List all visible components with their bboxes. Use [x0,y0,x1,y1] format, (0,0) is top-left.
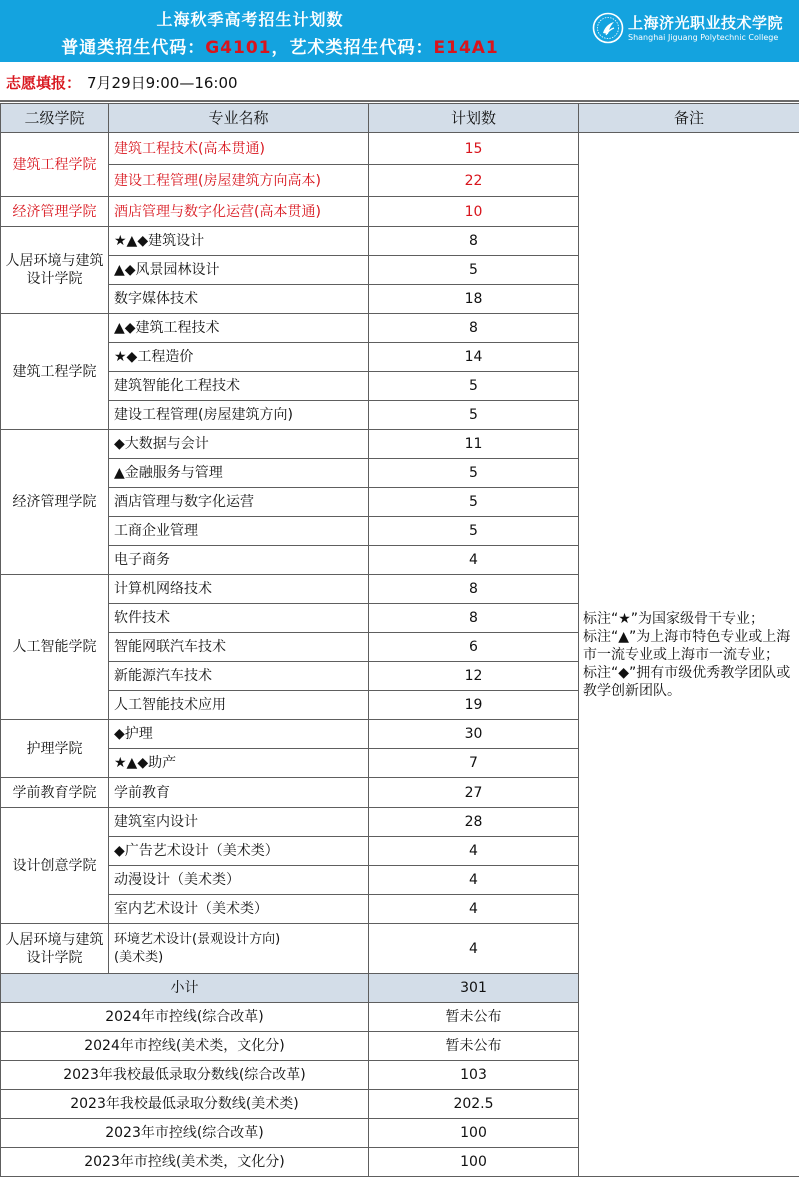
summary-label: 2024年市控线(美术类，文化分) [1,1032,369,1061]
major-line: (美术类) [114,949,164,965]
subtotal-value: 301 [369,974,579,1003]
count-cell: 30 [369,720,579,749]
count-cell: 7 [369,749,579,778]
summary-value: 202.5 [369,1090,579,1119]
count-cell: 22 [369,165,579,197]
college-cell: 人居环境与建筑设计学院 [1,227,109,314]
major-cell: 工商企业管理 [109,517,369,546]
legend-note [579,133,799,1177]
count-cell: 18 [369,285,579,314]
count-cell: 5 [369,256,579,285]
major-cell: 智能网联汽车技术 [109,633,369,662]
college-cell: 学前教育学院 [1,778,109,808]
count-cell: 19 [369,691,579,720]
major-cell: 学前教育 [109,778,369,808]
major-cell: ▲◆建筑工程技术 [109,314,369,343]
summary-label: 2023年我校最低录取分数线(综合改革) [1,1061,369,1090]
major-cell: 新能源汽车技术 [109,662,369,691]
count-cell: 8 [369,604,579,633]
school-emblem-icon [592,12,624,44]
application-label: 志愿填报： [6,74,82,92]
summary-value: 100 [369,1148,579,1177]
major-cell: 建筑工程技术(高本贯通) [109,133,369,165]
note-line: 标注“★”为国家级骨干专业； [583,610,765,627]
summary-value: 暂未公布 [369,1032,579,1061]
count-cell: 5 [369,488,579,517]
note-line: 标注“◆”拥有市级优秀教学团队或教学创新团队。 [583,664,791,699]
count-cell: 28 [369,808,579,837]
summary-label: 2024年市控线(综合改革) [1,1003,369,1032]
major-cell: ★◆工程造价 [109,343,369,372]
major-cell: 人工智能技术应用 [109,691,369,720]
count-cell: 4 [369,837,579,866]
college-cell: 人工智能学院 [1,575,109,720]
major-cell: ◆大数据与会计 [109,430,369,459]
major-cell: ◆护理 [109,720,369,749]
count-cell: 12 [369,662,579,691]
summary-value: 103 [369,1061,579,1090]
major-cell: ★▲◆建筑设计 [109,227,369,256]
college-cell: 人居环境与建筑设计学院 [1,924,109,974]
major-cell: ▲◆风景园林设计 [109,256,369,285]
table-row [1,133,799,165]
count-cell: 27 [369,778,579,808]
school-name-cn: 上海济光职业技术学院 [628,14,784,32]
major-cell [109,924,369,974]
count-cell: 5 [369,517,579,546]
count-cell: 4 [369,866,579,895]
enrollment-plan-table [0,103,799,1177]
major-cell: 建筑智能化工程技术 [109,372,369,401]
code-prefix: 普通类招生代码： [61,38,206,58]
header-banner [0,0,799,62]
count-cell: 6 [369,633,579,662]
count-cell: 4 [369,895,579,924]
count-cell: 5 [369,372,579,401]
major-line: 环境艺术设计(景观设计方向) [114,931,281,947]
summary-value: 暂未公布 [369,1003,579,1032]
count-cell: 4 [369,924,579,974]
major-cell: 计算机网络技术 [109,575,369,604]
header-count: 计划数 [369,104,579,133]
count-cell: 4 [369,546,579,575]
art-code: E14A1 [433,38,499,58]
count-cell: 8 [369,314,579,343]
count-cell: 14 [369,343,579,372]
header-note: 备注 [579,104,799,133]
major-cell: 电子商务 [109,546,369,575]
college-cell: 经济管理学院 [1,430,109,575]
college-cell: 建筑工程学院 [1,133,109,197]
count-cell: 10 [369,197,579,227]
application-period [6,72,238,93]
general-code: G4101 [205,38,272,58]
divider [0,100,799,102]
college-cell: 护理学院 [1,720,109,778]
count-cell: 8 [369,575,579,604]
major-cell: 动漫设计（美术类） [109,866,369,895]
count-cell: 11 [369,430,579,459]
college-cell: 经济管理学院 [1,197,109,227]
major-cell: 建设工程管理(房屋建筑方向) [109,401,369,430]
page-title: 上海秋季高考招生计划数 [156,10,344,29]
major-cell: 酒店管理与数字化运营 [109,488,369,517]
major-cell: 室内艺术设计（美术类） [109,895,369,924]
header-major: 专业名称 [109,104,369,133]
major-cell: 数字媒体技术 [109,285,369,314]
count-cell: 5 [369,401,579,430]
major-cell: 酒店管理与数字化运营(高本贯通) [109,197,369,227]
table-header-row [1,104,799,133]
admission-codes [0,33,560,58]
school-name-en: Shanghai Jiguang Polytechnic College [628,33,779,42]
college-cell: 设计创意学院 [1,808,109,924]
code-mid: ，艺术类招生代码： [271,38,434,58]
header-college: 二级学院 [1,104,109,133]
count-cell: 5 [369,459,579,488]
count-cell: 8 [369,227,579,256]
major-cell: ◆广告艺术设计（美术类） [109,837,369,866]
major-cell: 建设工程管理(房屋建筑方向高本) [109,165,369,197]
major-cell: 软件技术 [109,604,369,633]
major-cell: ▲金融服务与管理 [109,459,369,488]
summary-value: 100 [369,1119,579,1148]
summary-label: 2023年市控线(综合改革) [1,1119,369,1148]
count-cell: 15 [369,133,579,165]
major-cell: 建筑室内设计 [109,808,369,837]
summary-label: 2023年我校最低录取分数线(美术类) [1,1090,369,1119]
note-line: 标注“▲”为上海市特色专业或上海市一流专业或上海市一流专业； [583,628,791,663]
college-cell: 建筑工程学院 [1,314,109,430]
school-logo [592,12,792,52]
major-cell: ★▲◆助产 [109,749,369,778]
summary-label: 2023年市控线(美术类，文化分) [1,1148,369,1177]
subtotal-label: 小计 [1,974,369,1003]
application-time: 7月29日9:00—16:00 [87,74,238,92]
